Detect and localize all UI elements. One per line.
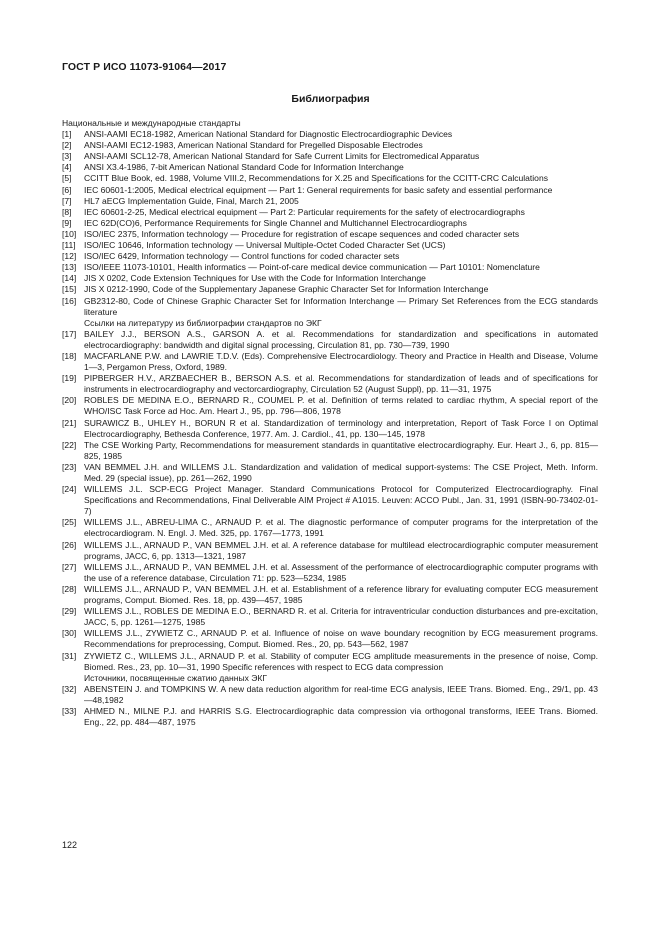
reference-number: [28]: [62, 583, 77, 594]
reference-item: [62, 651, 598, 673]
reference-text: ISO/IEC 10646, Information technology — Universal Multiple-Octet Coded Character Set (UCS): [84, 240, 446, 251]
reference-text: VAN BEMMEL J.H. and WILLEMS J.L. Standardization and validation of medical support-systems: The CSE Project, Meth. Inform. Med. 29 (special issue), pp. 261—262, 1990: [84, 461, 598, 483]
reference-text: BAILEY J.J., BERSON A.S., GARSON A. et al. Recommendations for standardization and specifications in automated electrocardiography: bandwidth and digital signal processing, Circulation 81, pp. 730—739, 1990: [84, 328, 598, 350]
reference-number: [13]: [62, 262, 77, 273]
reference-number: [15]: [62, 284, 77, 295]
reference-item: [62, 373, 598, 395]
reference-item: [62, 162, 598, 173]
reference-text: JIS X 0212-1990, Code of the Supplementary Japanese Graphic Character Set for Information Interchange: [84, 284, 489, 295]
reference-text: ABENSTEIN J. and TOMPKINS W. A new data reduction algorithm for real-time ECG analysis, IEEE Trans. Biomed. Eng., 29/1, pp. 43—48,1982: [84, 683, 598, 705]
reference-text: ANSI-AAMI EC12-1983, American National Standard for Pregelled Disposable Electrodes: [84, 140, 423, 151]
reference-text: ANSI X3.4-1986, 7-bit American National Standard Code for Information Interchange: [84, 162, 404, 173]
reference-item: [62, 262, 598, 273]
reference-text: ANSI-AAMI EC18-1982, American National Standard for Diagnostic Electrocardiographic Devices: [84, 129, 453, 140]
reference-number: [10]: [62, 228, 77, 239]
reference-text: ZYWIETZ C., WILLEMS J.L., ARNAUD P. et al. Stability of computer ECG amplitude measurements in the presence of noise, Comp. Biomed. Res., 23, pp. 10—31, 1990 Specific references with respect to ECG data compression: [84, 650, 598, 672]
reference-item: [62, 540, 598, 562]
reference-item: [62, 584, 598, 606]
reference-number: [18]: [62, 350, 77, 361]
reference-text: IEC 62D(CO)6, Performance Requirements for Single Channel and Multichannel Electrocardiographs: [84, 217, 467, 228]
reference-text: IEC 60601-2-25, Medical electrical equipment — Part 2: Particular requirements for the safety of electrocardiographs: [84, 206, 525, 217]
reference-item: [62, 606, 598, 628]
reference-number: [3]: [62, 151, 72, 162]
reference-item: [62, 329, 598, 351]
reference-text: The CSE Working Party, Recommendations for measurement standards in quantitative electrocardiography. Eur. Heart J., 6, pp. 815—825, 1985: [84, 439, 598, 461]
reference-item: [62, 706, 598, 728]
reference-item: [62, 240, 598, 251]
reference-item: [62, 129, 598, 140]
reference-item: [62, 684, 598, 706]
reference-number: [30]: [62, 628, 77, 639]
group-heading: Ссылки на литературу из библиографии стандартов по ЭКГ: [84, 317, 322, 328]
reference-text: AHMED N., MILNE P.J. and HARRIS S.G. Electrocardiographic data compression via orthogonal transforms, IEEE Trans. Biomed. Eng., 22, pp. 484—487, 1975: [84, 705, 598, 728]
reference-item: [62, 284, 598, 295]
reference-text: WILLEMS J.L., ZYWIETZ C., ARNAUD P. et al. Influence of noise on wave boundary recognition by ECG measurement programs. Recommendations for preprocessing, Comput. Biomed. Res., 20, pp. 543—562, 1987: [84, 628, 598, 650]
reference-number: [4]: [62, 162, 72, 173]
reference-number: [26]: [62, 539, 77, 550]
reference-text: WILLEMS J.L., ROBLES DE MEDINA E.O., BERNARD R. et al. Criteria for intraventricular conduction disturbances and pre-excitation, JACC, 5, pp. 1261—1275, 1985: [84, 606, 598, 628]
reference-text: WILLEMS J.L. SCP-ECG Project Manager. Standard Communications Protocol for Computerized Electrocardiography. Final Specifications and Recommendations, Final Deliverable AIM Project # A1015. Leuven: ACCO Publ., Jan. 31, 1991 (ISBN-90-73402-01-7): [84, 484, 598, 517]
reference-item: [62, 351, 598, 373]
reference-number: [9]: [62, 217, 72, 228]
reference-number: [12]: [62, 251, 77, 262]
reference-number: [24]: [62, 484, 77, 495]
reference-number: [29]: [62, 606, 77, 617]
reference-text: HL7 aECG Implementation Guide, Final, March 21, 2005: [84, 195, 299, 206]
reference-number: [31]: [62, 650, 77, 661]
reference-text: ANSI-AAMI SCL12-78, American National Standard for Safe Current Limits for Electromedical Apparatus: [84, 151, 480, 162]
reference-number: [1]: [62, 129, 72, 140]
reference-item: [62, 196, 598, 207]
reference-item: [62, 251, 598, 262]
bibliography-list: [62, 118, 598, 728]
reference-text: ISO/IEC 2375, Information technology — Procedure for registration of escape sequences and coded character sets: [84, 228, 520, 239]
reference-item: [62, 185, 598, 196]
bibliography-title: Библиография: [291, 93, 370, 105]
reference-item: [62, 273, 598, 284]
reference-item: [62, 484, 598, 517]
reference-item: [62, 140, 598, 151]
reference-number: [19]: [62, 373, 77, 384]
group-heading: Национальные и международные стандарты: [62, 118, 241, 128]
reference-item: [62, 218, 598, 229]
reference-number: [32]: [62, 683, 77, 694]
reference-text: ISO/IEEE 11073-10101, Health informatics — Point-of-care medical device communication — Part 10101: Nomenclature: [84, 262, 540, 273]
reference-number: [6]: [62, 184, 72, 195]
reference-text: JIS X 0202, Code Extension Techniques for Use with the Code for Information Interchange: [84, 273, 426, 284]
reference-number: [7]: [62, 195, 72, 206]
reference-number: [11]: [62, 240, 76, 251]
reference-number: [16]: [62, 295, 77, 306]
reference-text: WILLEMS J.L., ABREU-LIMA C., ARNAUD P. et al. The diagnostic performance of computer programs for the interpretation of the electrocardiogram. N. Engl. J. Med. 325, pp. 1767—1773, 1991: [84, 517, 598, 539]
reference-text: WILLEMS J.L., ARNAUD P., VAN BEMMEL J.H. et al. A reference database for multilead electrocardiographic computer measurement programs, JACC, 6, pp. 1313—1321, 1987: [84, 539, 598, 561]
reference-number: [27]: [62, 561, 77, 572]
reference-text: WILLEMS J.L., ARNAUD P., VAN BEMMEL J.H. et al. Assessment of the performance of electrocardiographic computer programs with the use of a reference database, Circulation 71: pp. 523—5234, 1985: [84, 561, 598, 583]
reference-item: [62, 395, 598, 417]
reference-item: [62, 517, 598, 539]
reference-number: [20]: [62, 395, 77, 406]
reference-item: [62, 462, 598, 484]
reference-text: ISO/IEC 6429, Information technology — Control functions for coded character sets: [84, 251, 400, 262]
reference-item: [62, 296, 598, 318]
reference-item: [62, 628, 598, 650]
reference-text: MACFARLANE P.W. and LAWRIE T.D.V. (Eds). Comprehensive Electrocardiology. Theory and Practice in Health and Disease, Volume 1—3, Pergamon Press, Oxford, 1989.: [84, 350, 598, 373]
reference-item: [62, 418, 598, 440]
reference-item: [62, 207, 598, 218]
reference-item: [62, 151, 598, 162]
reference-item: [62, 173, 598, 184]
reference-number: [17]: [62, 328, 77, 339]
reference-number: [25]: [62, 517, 77, 528]
reference-number: [14]: [62, 273, 77, 284]
group-heading: Источники, посвященные сжатию данных ЭКГ: [84, 672, 267, 683]
reference-number: [21]: [62, 417, 77, 428]
reference-number: [2]: [62, 140, 72, 151]
reference-text: IEC 60601-1:2005, Medical electrical equipment — Part 1: General requirements for basic safety and essential performance: [84, 184, 553, 195]
reference-number: [33]: [62, 705, 77, 716]
reference-item: [62, 562, 598, 584]
reference-text: ROBLES DE MEDINA E.O., BERNARD R., COUMEL P. et al. Definition of terms related to cardiac rhythm, A special report of the WHO/ISC Task Force ad Hoc. Am. Heart J., 95, pp. 796—806, 1978: [84, 395, 598, 417]
reference-number: [22]: [62, 439, 77, 450]
reference-text: WILLEMS J.L., ARNAUD P., VAN BEMMEL J.H. et al. Establishment of a reference library for evaluating computer ECG measurement programs, Comput. Biomed. Res. 18, pp. 439—457, 1985: [84, 583, 598, 606]
page-number: 122: [62, 840, 78, 850]
reference-item: [62, 440, 598, 462]
reference-number: [5]: [62, 173, 72, 184]
reference-text: CCITT Blue Book, ed. 1988, Volume VIII.2, Recommendations for X.25 and Specifications for the CCITT-CRC Calculations: [84, 173, 548, 184]
reference-item: [62, 229, 598, 240]
reference-number: [23]: [62, 461, 77, 472]
reference-text: SURAWICZ B., UHLEY H., BORUN R et al. Standardization of terminology and interpretation, Report of Task Force I on Optimal Electrocardiography, Bethesda Conference, 1977. Am. J. Cardiol., 41, pp. 130—145, 1978: [84, 417, 598, 439]
standard-header: ГОСТ Р ИСО 11073-91064—2017: [62, 61, 227, 73]
reference-number: [8]: [62, 206, 72, 217]
reference-text: PIPBERGER H.V., ARZBAECHER B., BERSON A.S. et al. Recommendations for standardization of leads and of specifications for instruments in electrocardiography and vectorcardiography, Circulation 52 (August Suppl), pp. 11—31, 1975: [84, 373, 598, 395]
reference-text: GB2312-80, Code of Chinese Graphic Character Set for Information Interchange — Primary Set References from the ECG standards literature: [84, 295, 598, 317]
